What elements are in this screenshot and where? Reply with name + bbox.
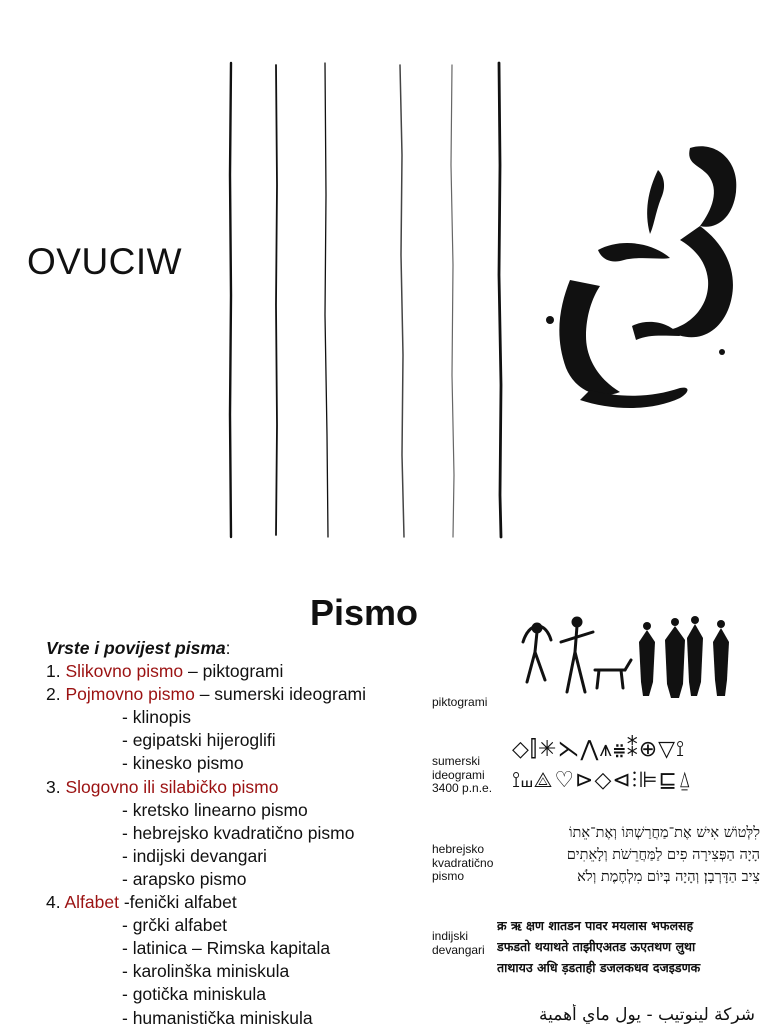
- sub-item: - karolinška miniskula: [122, 961, 290, 982]
- caption-indijski: [432, 930, 485, 957]
- caption-line: indijski: [432, 929, 469, 943]
- sub-item: - humanistička miniskula: [122, 1007, 313, 1028]
- caption-line: hebrejsko: [432, 842, 485, 856]
- sub-item: - kinesko pismo: [122, 753, 244, 774]
- intro-colon: :: [225, 638, 231, 658]
- sample-line: לִלְּטוֹשׁ אִישׁ אֶת־מַחֲרַשְׁתּוֹ וְאֶת־אֵתוֹ: [568, 825, 760, 841]
- arabic-script-sample: شركة لينوتيب - يول ماي أهمية: [539, 1005, 755, 1025]
- sumerian-ideograms-sample: [512, 734, 692, 796]
- sub-item: - kretsko linearno pismo: [122, 799, 308, 820]
- sample-line: הָיָה הַפְּצִירָה פִים לַמַּחֲרֵשֹׁת וְלָאֵתִים: [566, 847, 760, 863]
- list-item-slogovno: [46, 776, 366, 799]
- sub-item: - gotička miniskula: [122, 984, 266, 1005]
- caption-hebrejsko: [432, 843, 493, 884]
- sub-item: - hebrejsko kvadratično pismo: [122, 822, 355, 843]
- item-name: Pojmovno pismo: [65, 684, 195, 705]
- caption-line: kvadratično: [432, 855, 494, 870]
- item-rest: – piktogrami: [183, 661, 284, 682]
- slide-title: OVUCIW: [27, 241, 183, 282]
- sub-item: - arapsko pismo: [122, 868, 247, 889]
- item-number: 4.: [46, 892, 65, 913]
- item-number: 3.: [46, 776, 66, 797]
- caption-piktogrami: piktogrami: [432, 695, 488, 709]
- item-name: Slikovno pismo: [65, 661, 184, 682]
- item-rest: -fenički alfabet: [118, 892, 237, 913]
- list-item-slikovno: [46, 660, 366, 683]
- hebrew-script-sample: [505, 822, 760, 888]
- caption-line: pismo: [432, 869, 465, 883]
- sample-line: ⟟⧢⟁♡⊳◇⊲⫶⊫⊑⍙: [512, 768, 693, 793]
- list-intro: [46, 637, 366, 660]
- sub-item: - klinopis: [122, 707, 192, 728]
- sample-line: ताथायउ अधि ड़डताही डजलकधव दजइडणक: [497, 960, 701, 975]
- sample-line: צִיב הַדָּרְבָן׃ וְהָיָה בְּיוֹם מִלְחֶמֶת וְלֹא: [577, 869, 760, 885]
- caption-line: sumerski: [432, 754, 481, 768]
- item-rest: – sumerski ideogrami: [194, 684, 367, 705]
- devanagari-script-sample: [497, 915, 762, 978]
- caption-line: devangari: [432, 942, 485, 957]
- item-number: 1.: [46, 661, 66, 682]
- item-number: 2.: [46, 684, 66, 705]
- intro-label: Vrste i povijest pisma: [46, 638, 226, 658]
- sample-line: ◇⫿✳⋋⋀⩚⩷⁑⊕▽⟟: [512, 737, 686, 762]
- sample-line: डफडतो थयाथते ताझीएअतड ऊएतथण लुथा: [497, 939, 696, 954]
- item-name: Slogovno ili silabičko pismo: [65, 776, 279, 797]
- calligraphy-brush-glyph: [540, 130, 750, 420]
- writing-systems-list: [46, 637, 366, 1030]
- section-heading: Pismo: [309, 592, 419, 633]
- sub-item: - egipatski hijeroglifi: [122, 730, 276, 751]
- sub-item: - grčki alfabet: [122, 915, 228, 936]
- sample-line: क्र ऋ क्षण शातडन पावर मयलास भफलसह: [497, 918, 694, 933]
- item-name: Alfabet: [64, 892, 119, 913]
- pictogram-figures-image: [515, 612, 755, 704]
- caption-sumerski: [432, 755, 492, 796]
- caption-line: 3400 p.n.e.: [432, 781, 493, 795]
- caption-line: ideogrami: [432, 767, 485, 782]
- sub-item: - latinica – Rimska kapitala: [122, 938, 331, 959]
- list-item-pojmovno: [46, 683, 366, 706]
- vertical-strokes-illustration: [210, 55, 520, 545]
- list-item-alfabet: [46, 891, 366, 914]
- sub-item: - indijski devangari: [122, 845, 267, 866]
